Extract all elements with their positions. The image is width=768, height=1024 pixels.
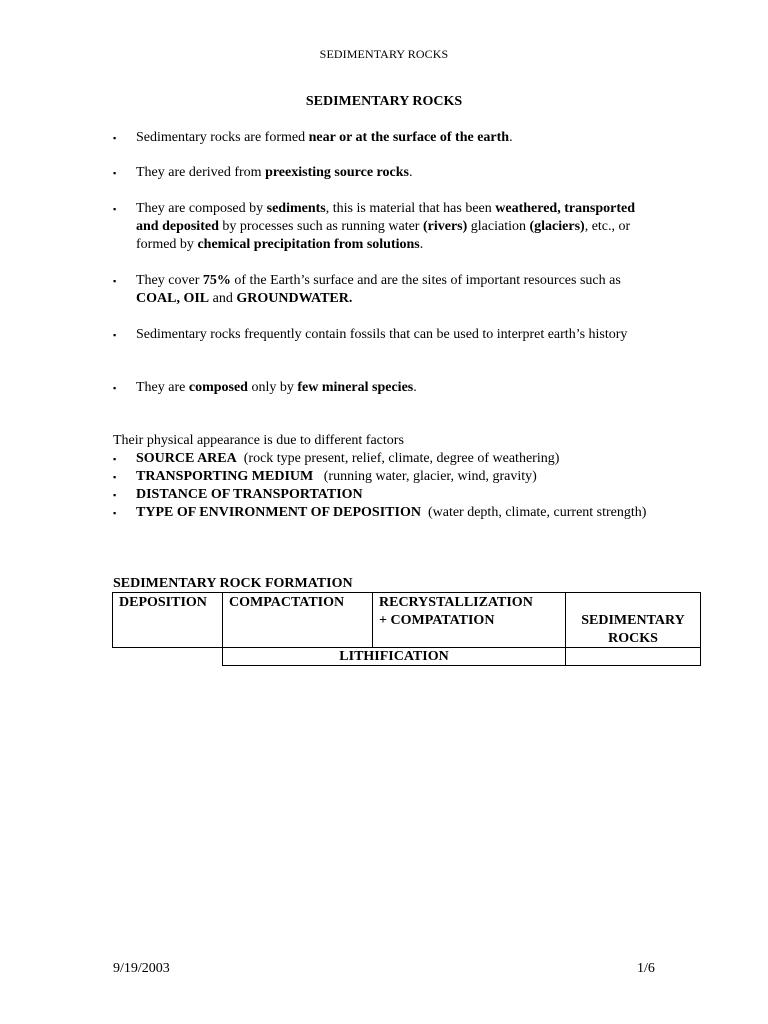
- bold-text: composed: [188, 380, 248, 395]
- factor-term: TYPE OF ENVIRONMENT OF DEPOSITION: [136, 505, 421, 520]
- bullet-item: [113, 272, 653, 308]
- text: .: [408, 165, 413, 180]
- bullet-marker: ▪: [113, 383, 117, 393]
- factor-detail: (water depth, climate, current strength): [420, 505, 647, 520]
- footer-page-number: 1/6: [637, 961, 655, 976]
- bold-text: COAL, OIL: [136, 291, 210, 306]
- text: by processes such as running water: [218, 219, 423, 234]
- text: of the Earth’s surface and are the sites of important resources such as: [230, 273, 621, 288]
- bullet-item: [113, 326, 653, 344]
- factor-detail: (rock type present, relief, climate, degree of weathering): [236, 451, 560, 466]
- cell-sedimentary-rocks: SEDIMENTARY ROCKS: [565, 592, 701, 648]
- text: .: [509, 130, 513, 145]
- bold-text: chemical precipitation from solutions: [197, 237, 420, 252]
- text: and: [209, 291, 237, 306]
- bullet-marker: ▪: [113, 133, 117, 143]
- factor-item: [113, 504, 653, 522]
- bullet-item: [113, 164, 653, 182]
- text: Sedimentary rocks frequently contain fossils that can be used to interpret earth’s history: [136, 327, 628, 342]
- factor-item: [113, 486, 653, 504]
- bullet-marker: ▪: [113, 508, 117, 518]
- text: They are: [136, 380, 189, 395]
- factor-term: TRANSPORTING MEDIUM: [136, 469, 314, 484]
- bullet-item: [113, 200, 653, 254]
- text: glaciation: [467, 219, 530, 234]
- factor-detail: (running water, glacier, wind, gravity): [313, 469, 537, 484]
- bullet-marker: ▪: [113, 490, 117, 500]
- footer-date: 9/19/2003: [113, 961, 170, 976]
- text: .: [413, 380, 417, 395]
- text: , this is material that has been: [325, 201, 496, 216]
- bold-text: near or at the surface of the earth: [308, 130, 510, 145]
- factor-item: [113, 450, 653, 468]
- factors-intro: Their physical appearance is due to different factors: [113, 433, 404, 448]
- cell-lithification: LITHIFICATION: [222, 647, 566, 666]
- bullet-item: [113, 129, 653, 147]
- bullet-marker: ▪: [113, 204, 117, 214]
- text: Sedimentary rocks are formed: [136, 130, 309, 145]
- cell-compactation: COMPACTATION: [222, 592, 373, 648]
- factor-term: SOURCE AREA: [136, 451, 237, 466]
- bold-text: 75%: [202, 273, 231, 288]
- bold-text: weathered, transported and deposited: [136, 201, 635, 234]
- text: They are composed by: [136, 201, 267, 216]
- bold-text: sediments: [266, 201, 326, 216]
- cell-empty: [565, 647, 701, 666]
- bullet-marker: ▪: [113, 454, 117, 464]
- bold-text: (rivers): [422, 219, 468, 234]
- text: only by: [247, 380, 298, 395]
- text: They cover: [136, 273, 203, 288]
- cell-deposition: DEPOSITION: [112, 592, 223, 648]
- factor-item: [113, 468, 653, 486]
- bullet-marker: ▪: [113, 168, 117, 178]
- running-header: SEDIMENTARY ROCKS: [319, 47, 449, 61]
- bullet-item: [113, 379, 653, 397]
- document-title: SEDIMENTARY ROCKS: [305, 94, 463, 109]
- bullet-marker: ▪: [113, 330, 117, 340]
- bullet-marker: ▪: [113, 276, 117, 286]
- bold-text: (glaciers): [529, 219, 585, 234]
- text: .: [419, 237, 424, 252]
- bold-text: preexisting source rocks: [265, 165, 409, 180]
- bold-text: few mineral species: [297, 380, 414, 395]
- text: They are derived from: [136, 165, 266, 180]
- bold-text: GROUNDWATER.: [236, 291, 353, 306]
- bullet-marker: ▪: [113, 472, 117, 482]
- cell-recrystallization: RECRYSTALLIZATION + COMPATATION: [372, 592, 566, 648]
- factor-term: DISTANCE OF TRANSPORTATION: [136, 487, 363, 502]
- text: , etc., or formed by: [136, 219, 631, 252]
- formation-title: SEDIMENTARY ROCK FORMATION: [113, 576, 353, 591]
